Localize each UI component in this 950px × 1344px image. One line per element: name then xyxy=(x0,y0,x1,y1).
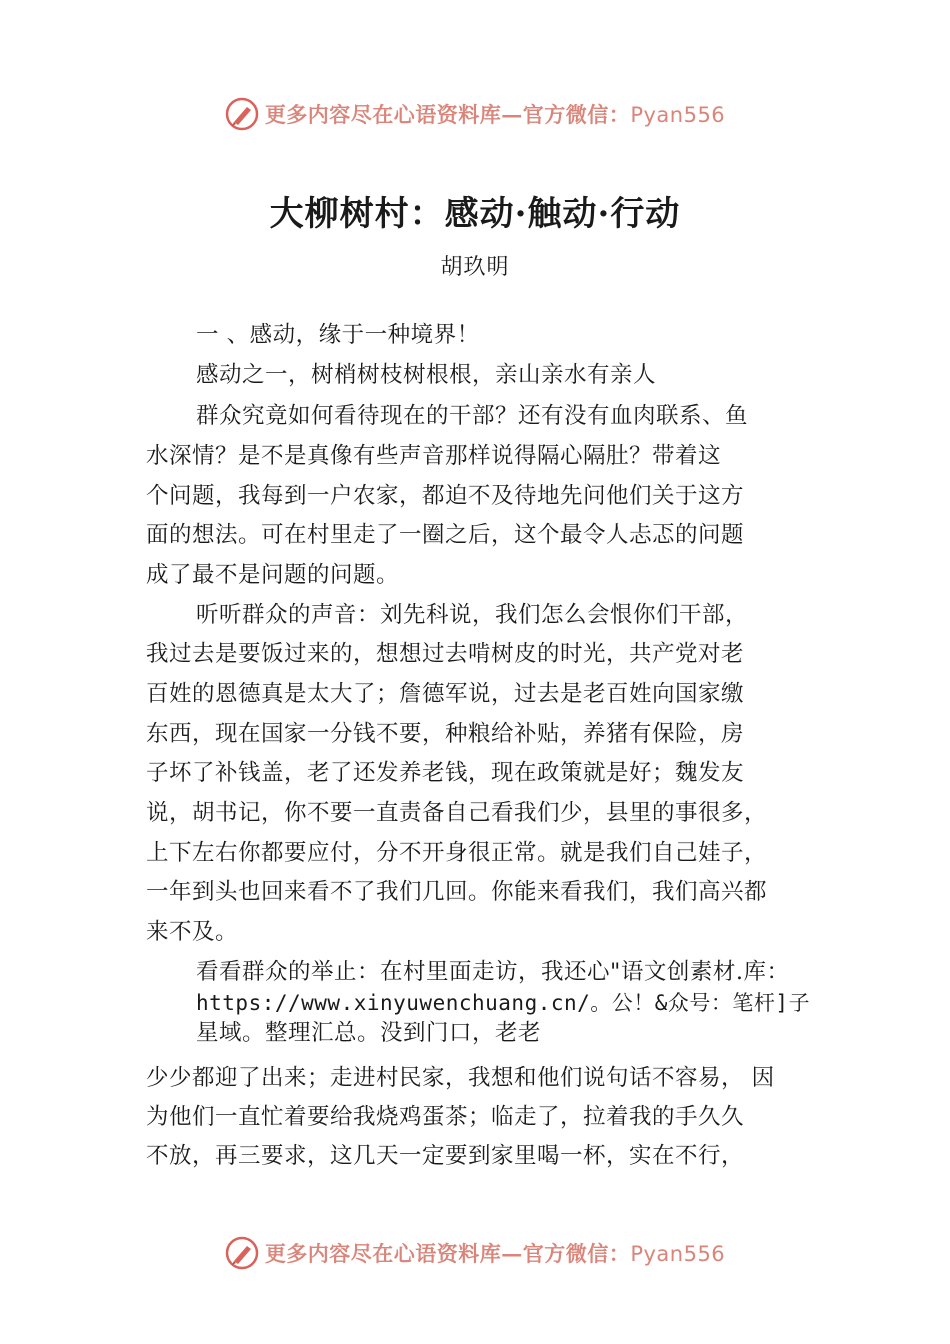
paragraph-line: 上下左右你都要应付，分不开身很正常。就是我们自己娃子， xyxy=(146,840,768,866)
paragraph-line: 听听群众的声音：刘先科说，我们怎么会恨你们干部， xyxy=(196,602,749,628)
section-heading: 一 、感动，缘于一种境界！ xyxy=(196,322,480,348)
paragraph-line: 星域。整理汇总。没到门口，老老 xyxy=(196,1020,542,1046)
paragraph-line: 百姓的恩德真是太大了；詹德军说，过去是老百姓向国家缴 xyxy=(146,681,745,707)
paragraph-line: 少少都迎了出来；走进村民家，我想和他们说句话不容易， 因 xyxy=(146,1065,775,1091)
pen-logo-icon xyxy=(225,1236,259,1270)
pen-logo-icon xyxy=(225,97,259,131)
paragraph-line: 群众究竟如何看待现在的干部？还有没有血肉联系、鱼 xyxy=(196,403,749,429)
paragraph-line: 成了最不是问题的问题。 xyxy=(146,562,400,588)
subsection-heading: 感动之一，树梢树枝树根根，亲山亲水有亲人 xyxy=(196,362,657,388)
paragraph-line: 水深情？是不是真像有些声音那样说得隔心隔肚？带着这 xyxy=(146,443,722,469)
paragraph-line: 不放，再三要求，这几天一定要到家里喝一杯，实在不行， xyxy=(146,1143,745,1169)
paragraph-line: 我过去是要饭过来的，想想过去啃树皮的时光，共产党对老 xyxy=(146,641,745,667)
banner-text xyxy=(265,99,725,129)
paragraph-line: 东西，现在国家一分钱不要，种粮给补贴，养猪有保险，房 xyxy=(146,721,745,747)
banner-wechat-id: Pyan556 xyxy=(630,103,726,127)
banner-wechat-id: Pyan556 xyxy=(630,1242,726,1266)
banner-text-cn: 更多内容尽在心语资料库—官方微信： xyxy=(264,102,631,127)
paragraph-line: 来不及。 xyxy=(146,919,239,945)
banner-text xyxy=(265,1238,725,1268)
paragraph-line-url: https://www.xinyuwenchuang.cn/。公！&众号：笔杆]子 xyxy=(196,991,811,1015)
footer-banner xyxy=(0,1233,950,1273)
article-author: 胡玖明 xyxy=(440,255,510,280)
paragraph-line: 面的想法。可在村里走了一圈之后，这个最令人忐忑的问题 xyxy=(146,522,745,548)
paragraph-line: 说，胡书记，你不要一直责备自己看我们少，县里的事很多， xyxy=(146,800,768,826)
paragraph-line: 看看群众的举止：在村里面走访，我还心"语文创素材.库： xyxy=(196,959,790,985)
paragraph-line: 一年到头也回来看不了我们几回。你能来看我们，我们高兴都 xyxy=(146,879,768,905)
paragraph-line: 为他们一直忙着要给我烧鸡蛋茶；临走了，拉着我的手久久 xyxy=(146,1104,745,1130)
banner-text-cn: 更多内容尽在心语资料库—官方微信： xyxy=(264,1241,631,1266)
paragraph-line: 子坏了补钱盖，老了还发养老钱，现在政策就是好；魏发友 xyxy=(146,760,745,786)
paragraph-line: 个问题，我每到一户农家，都迫不及待地先问他们关于这方 xyxy=(146,483,745,509)
article-title: 大柳树村：感动·触动·行动 xyxy=(269,194,681,234)
header-banner xyxy=(0,94,950,134)
